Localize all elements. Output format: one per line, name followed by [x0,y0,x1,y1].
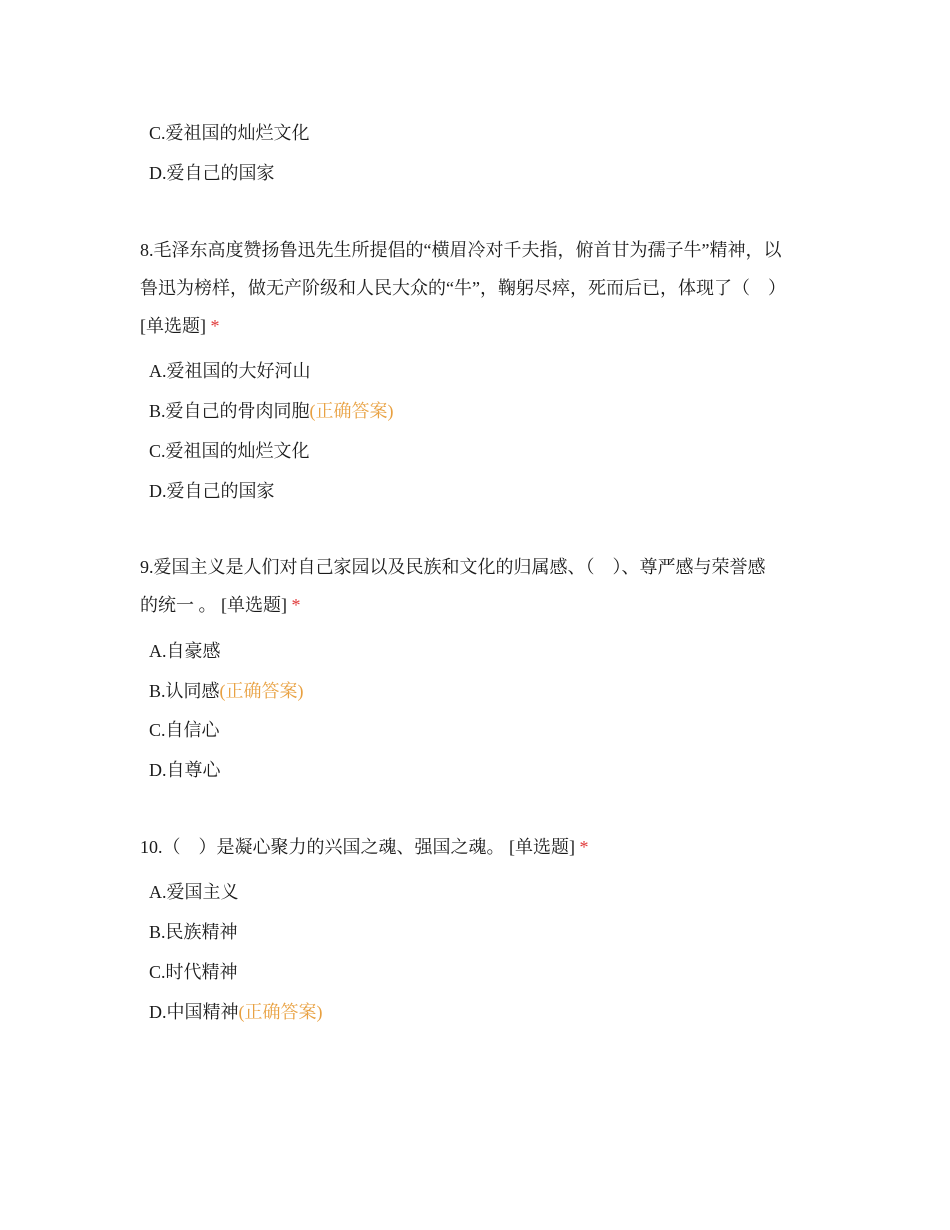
question-9-line-2-text: 的统一 。 [140,595,217,615]
option-text: 爱自己的国家 [166,481,275,501]
question-type-tag: [单选题] [140,316,206,336]
q9-option-c [149,718,220,742]
question-10-line-1 [140,828,810,866]
q9-option-d [149,758,221,782]
q9-option-a [149,639,221,663]
option-text: 民族精神 [165,922,238,942]
question-10 [140,828,810,866]
correct-answer-label: (正确答案) [309,401,394,421]
option-text: 中国精神 [166,1002,239,1022]
option-letter: C. [149,962,166,982]
prev-option-c [149,121,310,145]
option-text: 爱自己的国家 [166,163,275,183]
option-letter: A. [149,882,167,902]
option-letter: C. [149,720,166,740]
question-9-line-2 [140,586,810,624]
question-9 [140,548,810,624]
question-10-text: 10.（ ）是凝心聚力的兴国之魂、强国之魂。 [140,837,505,857]
q10-option-d [149,1000,323,1024]
option-text: 爱祖国的灿烂文化 [165,441,310,461]
question-9-line-1: 9.爱国主义是人们对自己家园以及民族和文化的归属感、（ ）、尊严感与荣誉感 [140,557,766,577]
q10-option-b [149,920,238,944]
option-text: 爱祖国的大好河山 [166,361,311,381]
q8-option-b [149,399,394,423]
question-type-tag: [单选题] [221,595,287,615]
option-letter: B. [149,401,166,421]
option-text: 自信心 [165,720,220,740]
option-text: 自豪感 [166,641,221,661]
q10-option-a [149,880,239,904]
question-8-line-2: 鲁迅为榜样，做无产阶级和人民大众的“牛”，鞠躬尽瘁，死而后已，体现了（ ） [140,278,786,298]
option-text: 爱祖国的灿烂文化 [165,123,310,143]
question-8 [140,231,810,345]
q10-option-c [149,960,238,984]
q8-option-c [149,439,310,463]
option-letter: B. [149,922,166,942]
option-letter: B. [149,681,166,701]
option-letter: A. [149,641,167,661]
option-letter: A. [149,361,167,381]
option-letter: D. [149,1002,167,1022]
q8-option-a [149,359,311,383]
prev-option-d [149,161,275,185]
option-text: 爱自己的骨肉同胞 [165,401,310,421]
required-star: * [579,837,589,857]
option-letter: C. [149,123,166,143]
option-letter: D. [149,163,167,183]
option-text: 时代精神 [165,962,238,982]
question-type-tag: [单选题] [509,837,575,857]
option-letter: C. [149,441,166,461]
question-8-line-3 [140,307,810,345]
q9-option-b [149,679,304,703]
option-letter: D. [149,481,167,501]
question-8-line-1: 8.毛泽东高度赞扬鲁迅先生所提倡的“横眉冷对千夫指，俯首甘为孺子牛”精神，以 [140,240,782,260]
q8-option-d [149,479,275,503]
option-text: 爱国主义 [166,882,239,902]
option-text: 自尊心 [166,760,221,780]
correct-answer-label: (正确答案) [238,1002,323,1022]
required-star: * [210,316,220,336]
required-star: * [291,595,301,615]
option-letter: D. [149,760,167,780]
option-text: 认同感 [165,681,220,701]
correct-answer-label: (正确答案) [219,681,304,701]
